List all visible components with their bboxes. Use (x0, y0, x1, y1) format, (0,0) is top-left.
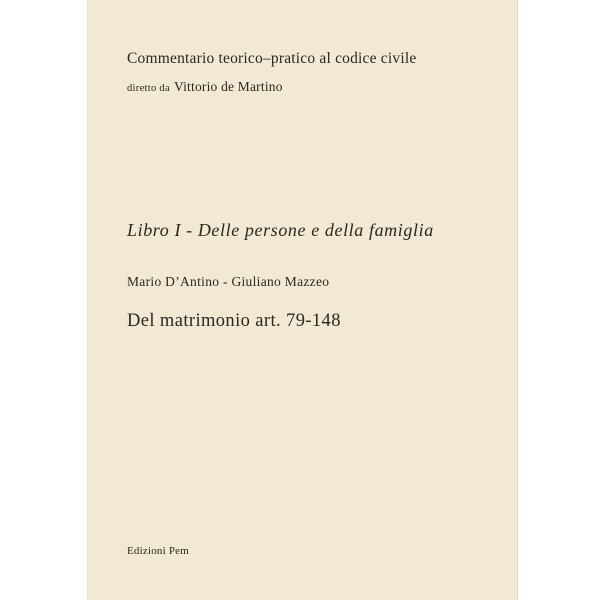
director-label: diretto da (127, 83, 170, 94)
title-page (87, 0, 518, 600)
series-director (127, 78, 283, 96)
authors: Mario D’Antino - Giuliano Mazzeo (127, 274, 330, 289)
publisher: Edizioni Pem (127, 545, 189, 557)
book-title: Libro I - Delle persone e della famiglia (127, 220, 434, 240)
work-title: Del matrimonio art. 79-148 (127, 311, 341, 331)
director-name: Vittorio de Martino (173, 79, 283, 94)
series-title: Commentario teorico–pratico al codice civile (127, 50, 417, 67)
